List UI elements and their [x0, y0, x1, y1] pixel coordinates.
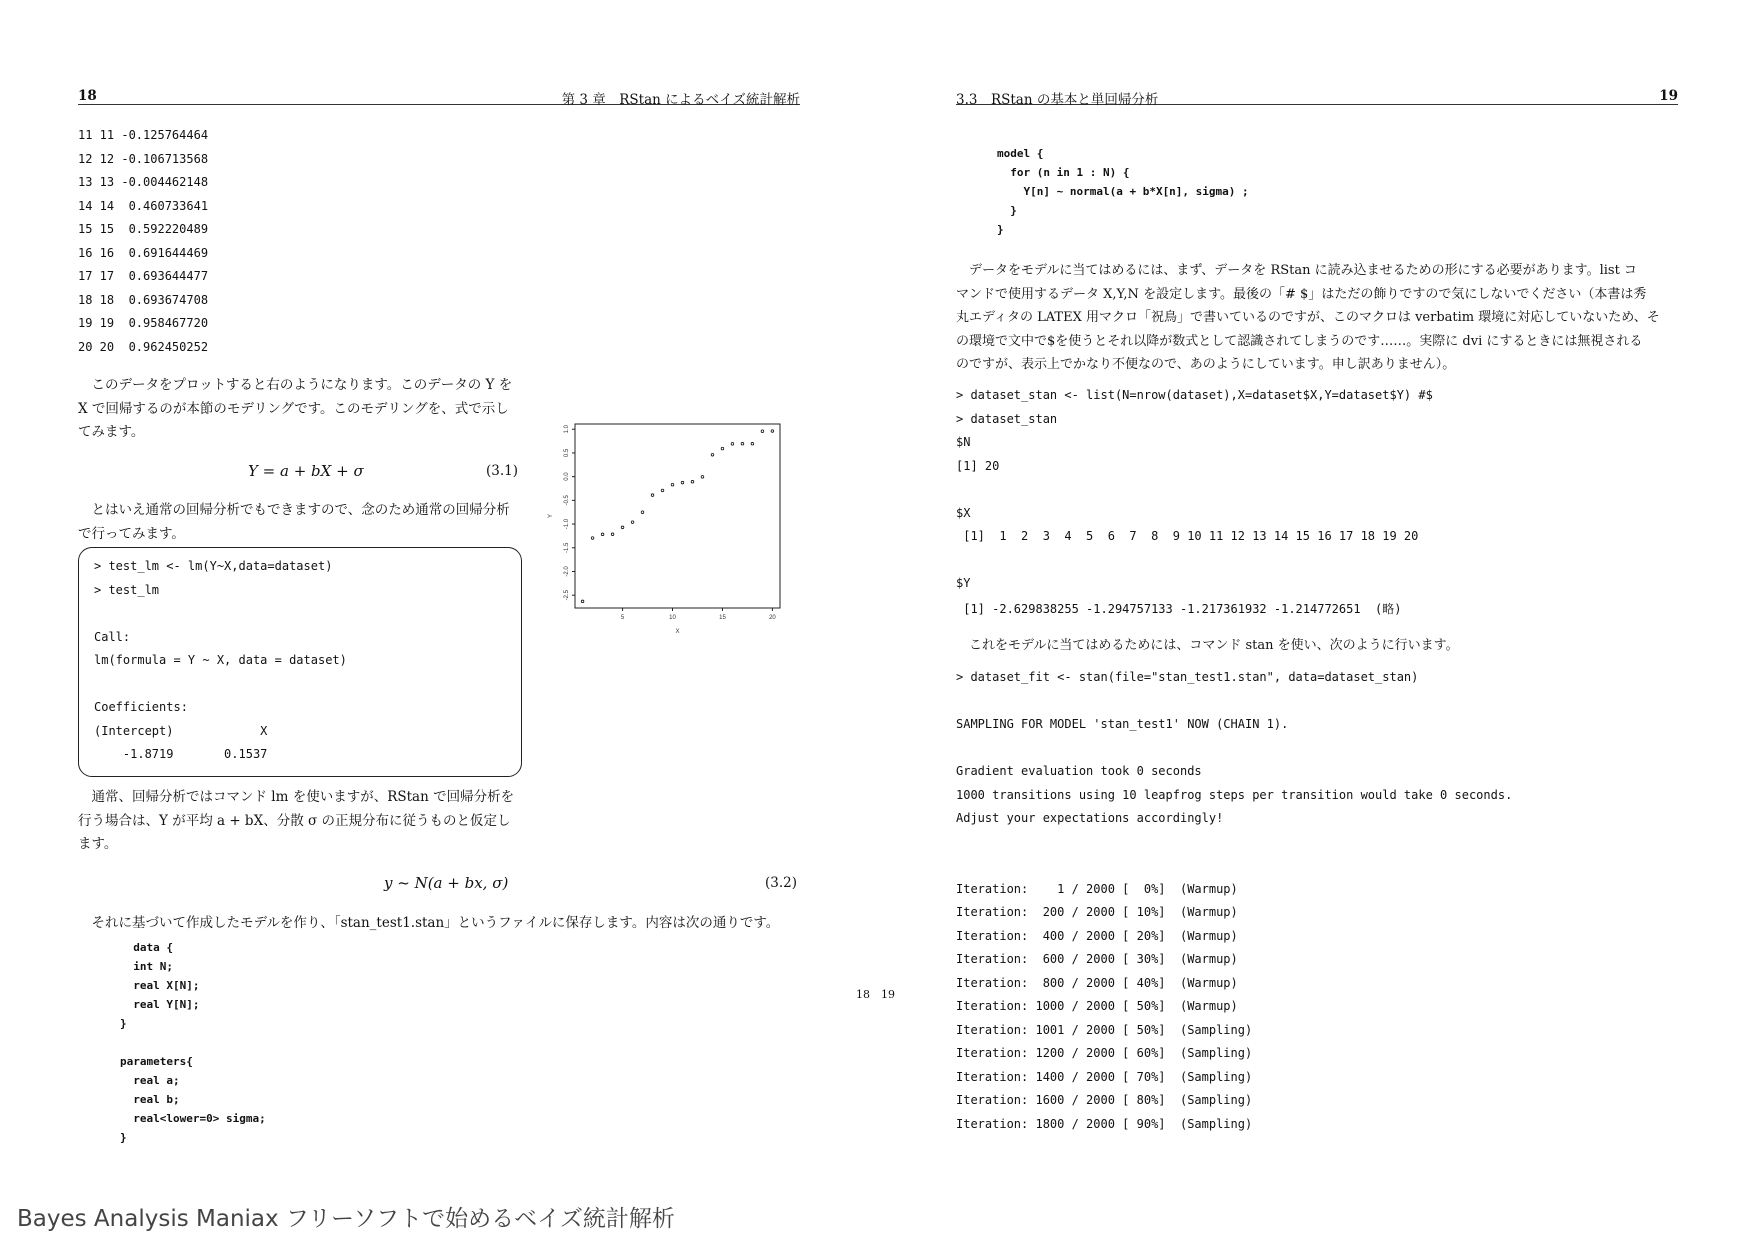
data-point: [671, 483, 674, 486]
equation-3-2-number: (3.2): [765, 875, 798, 891]
text-line: マンドで使用するデータ X,Y,N を設定します。最後の「# $」はただの飾りですので気にしないでください（本書は秀: [956, 286, 1647, 302]
text-line: $N: [956, 435, 971, 449]
text-line: > test_lm: [94, 582, 160, 597]
text-line: 13 13 -0.004462148: [78, 175, 209, 189]
left-running-head: 第 3 章 RStan によるベイズ統計解析: [561, 92, 800, 108]
data-point: [691, 480, 694, 483]
left-running-header: [78, 88, 800, 108]
text-line: このデータをプロットすると右のようになります。このデータの Y を: [78, 377, 513, 393]
text-line: Iteration: 400 / 2000 [ 20%] (Warmup): [956, 928, 1238, 943]
right-running-header: [956, 88, 1678, 108]
data-point: [631, 521, 634, 524]
text-line: Iteration: 1400 / 2000 [ 70%] (Sampling): [956, 1069, 1253, 1084]
data-point: [621, 526, 624, 529]
right-running-head: 3.3 RStan の基本と単回帰分析: [956, 92, 1159, 108]
data-point: [581, 600, 584, 603]
text-line: [1] 1 2 3 4 5 6 7 8 9 10 11 12 13 14 15 16 17 18 19 20: [956, 529, 1419, 543]
text-line: 16 16 0.691644469: [78, 245, 209, 260]
right-page-number: 19: [1659, 88, 1678, 104]
text-line: model {: [997, 147, 1044, 160]
text-line: Iteration: 1200 / 2000 [ 60%] (Sampling): [956, 1046, 1253, 1060]
text-line: > dataset_stan: [956, 411, 1058, 426]
left-page-number: 18: [78, 88, 97, 104]
text-line: 通常、回帰分析ではコマンド lm を使いますが、RStan で回帰分析を: [78, 789, 515, 805]
text-line: Iteration: 1800 / 2000 [ 90%] (Sampling): [956, 1116, 1253, 1131]
text-line: てみます。: [78, 424, 145, 440]
text-line: (Intercept) X: [94, 723, 268, 738]
data-point: [751, 442, 754, 445]
text-line: 12 12 -0.106713568: [78, 151, 209, 166]
text-line: 丸エディタの LATEX 用マクロ「祝鳥」で書いているのですが、このマクロは verbatim 環境に対応していないため、そ: [956, 310, 1660, 325]
text-line: > test_lm <- lm(Y~X,data=dataset): [94, 559, 333, 573]
text-line: Adjust your expectations accordingly!: [956, 811, 1224, 825]
x-tick-label: 10: [669, 615, 676, 621]
text-line: [1] -2.629838255 -1.294757133 -1.217361932 -1.214772651 (略): [956, 601, 1402, 616]
y-tick-label: -1.0: [564, 518, 570, 530]
data-point: [701, 476, 704, 479]
text-line: $Y: [956, 576, 971, 590]
text-line: X で回帰するのが本節のモデリングです。このモデリングを、式で示し: [78, 400, 509, 417]
text-line: real X[N];: [120, 979, 200, 992]
x-tick-label: 20: [769, 615, 776, 621]
y-tick-label: -2.0: [564, 566, 570, 577]
text-line: の環境で文中で$を使うとそれ以降が数式として認識されてしまうのです……。実際に dvi にするときには無視される: [956, 333, 1643, 349]
x-axis-label: X: [675, 629, 680, 635]
data-point: [771, 430, 774, 433]
data-point: [721, 447, 724, 450]
text-line: で行ってみます。: [78, 525, 185, 542]
data-point: [761, 430, 764, 433]
text-line: real b;: [120, 1093, 180, 1106]
text-line: int N;: [120, 960, 173, 973]
x-tick-label: 5: [620, 615, 625, 621]
text-line: }: [997, 204, 1017, 217]
text-line: ます。: [78, 836, 118, 852]
data-point: [591, 537, 594, 540]
data-point: [661, 489, 664, 492]
text-line: 18 18 0.693674708: [78, 292, 209, 307]
data-point: [611, 533, 614, 536]
text-line: 15 15 0.592220489: [78, 222, 209, 236]
text-line: 20 20 0.962450252: [78, 339, 209, 354]
text-line: data {: [120, 941, 173, 954]
text-line: データをモデルに当てはめるには、まず、データを RStan に読み込ませるための形にする必要があります。list コ: [956, 263, 1637, 278]
data-point: [741, 442, 744, 445]
text-line: 11 11 -0.125764464: [78, 128, 209, 142]
equation-3-1-number: (3.1): [486, 463, 519, 479]
text-line: parameters{: [120, 1055, 193, 1068]
paragraph-stan-command: これをモデルに当てはめるためには、コマンド stan を使い、次のように行います。: [956, 638, 1459, 653]
text-line: real a;: [120, 1074, 180, 1087]
y-tick-label: 0.5: [564, 448, 570, 458]
text-line: Iteration: 200 / 2000 [ 10%] (Warmup): [956, 905, 1238, 919]
text-line: Iteration: 1000 / 2000 [ 50%] (Warmup): [956, 999, 1238, 1013]
paragraph-model-file: それに基づいて作成したモデルを作り、「stan_test1.stan」というファイルに保存します。内容は次の通りです。: [78, 915, 780, 931]
text-line: Coefficients:: [94, 700, 188, 714]
text-line: Iteration: 1001 / 2000 [ 50%] (Sampling): [956, 1022, 1253, 1037]
text-line: > dataset_fit <- stan(file="stan_test1.stan", data=dataset_stan): [956, 670, 1419, 684]
y-tick-label: 1.0: [564, 425, 570, 434]
text-line: とはいえ通常の回帰分析でもできますので、念のため通常の回帰分析: [78, 502, 510, 518]
text-line: Gradient evaluation took 0 seconds: [956, 764, 1202, 778]
text-line: 14 14 0.460733641: [78, 198, 209, 213]
data-point: [641, 511, 644, 514]
equation-3-1: Y = a + bX + σ: [248, 462, 364, 480]
text-line: > dataset_stan <- list(N=nrow(dataset),X=dataset$X,Y=dataset$Y) #$: [956, 388, 1433, 402]
text-line: $X: [956, 505, 971, 520]
text-line: Call:: [94, 629, 131, 644]
text-line: のですが、表示上でかなり不便なので、あのようにしています。申し訳ありません）。: [956, 357, 1456, 372]
text-line: 1000 transitions using 10 leapfrog steps per transition would take 0 seconds.: [956, 787, 1513, 802]
data-point: [681, 481, 684, 484]
y-tick-label: -0.5: [564, 495, 570, 506]
data-point: [731, 443, 734, 446]
data-point: [711, 453, 714, 456]
text-line: Iteration: 1600 / 2000 [ 80%] (Sampling): [956, 1093, 1253, 1107]
text-line: Y[n] ~ normal(a + b*X[n], sigma) ;: [997, 185, 1249, 198]
y-tick-label: 0.0: [564, 472, 570, 481]
text-line: 17 17 0.693644477: [78, 269, 209, 283]
text-line: lm(formula = Y ~ X, data = dataset): [94, 653, 347, 667]
y-tick-label: -1.5: [564, 542, 570, 553]
y-axis-label: Y: [548, 513, 554, 519]
equation-3-2: y ~ N(a + bx, σ): [384, 874, 509, 892]
text-line: Iteration: 1 / 2000 [ 0%] (Warmup): [956, 881, 1238, 896]
text-line: }: [120, 1017, 127, 1030]
text-line: }: [120, 1131, 127, 1144]
data-point: [651, 494, 654, 497]
text-line: [1] 20: [956, 458, 1000, 473]
text-line: -1.8719 0.1537: [94, 747, 268, 761]
text-line: Iteration: 600 / 2000 [ 30%] (Warmup): [956, 952, 1238, 966]
text-line: SAMPLING FOR MODEL 'stan_test1' NOW (CHAIN 1).: [956, 717, 1289, 731]
data-point: [601, 533, 604, 536]
scatter-plot: [540, 410, 800, 650]
text-line: 19 19 0.958467720: [78, 316, 209, 330]
text-line: 行う場合は、Y が平均 a + bX、分散 σ の正規分布に従うものと仮定し: [78, 812, 511, 829]
text-line: for (n in 1 : N) {: [997, 166, 1130, 179]
text-line: }: [997, 223, 1004, 236]
spread-page-numbers: 18 19: [856, 988, 895, 1001]
plot-frame: [575, 424, 780, 608]
x-tick-label: 15: [719, 615, 726, 621]
text-line: Iteration: 800 / 2000 [ 40%] (Warmup): [956, 975, 1238, 990]
y-tick-label: -2.5: [564, 590, 570, 601]
footer-book-title: Bayes Analysis Maniax フリーソフトで始めるベイズ統計解析: [17, 1206, 675, 1232]
text-line: real Y[N];: [120, 998, 200, 1011]
text-line: real<lower=0> sigma;: [120, 1112, 266, 1125]
